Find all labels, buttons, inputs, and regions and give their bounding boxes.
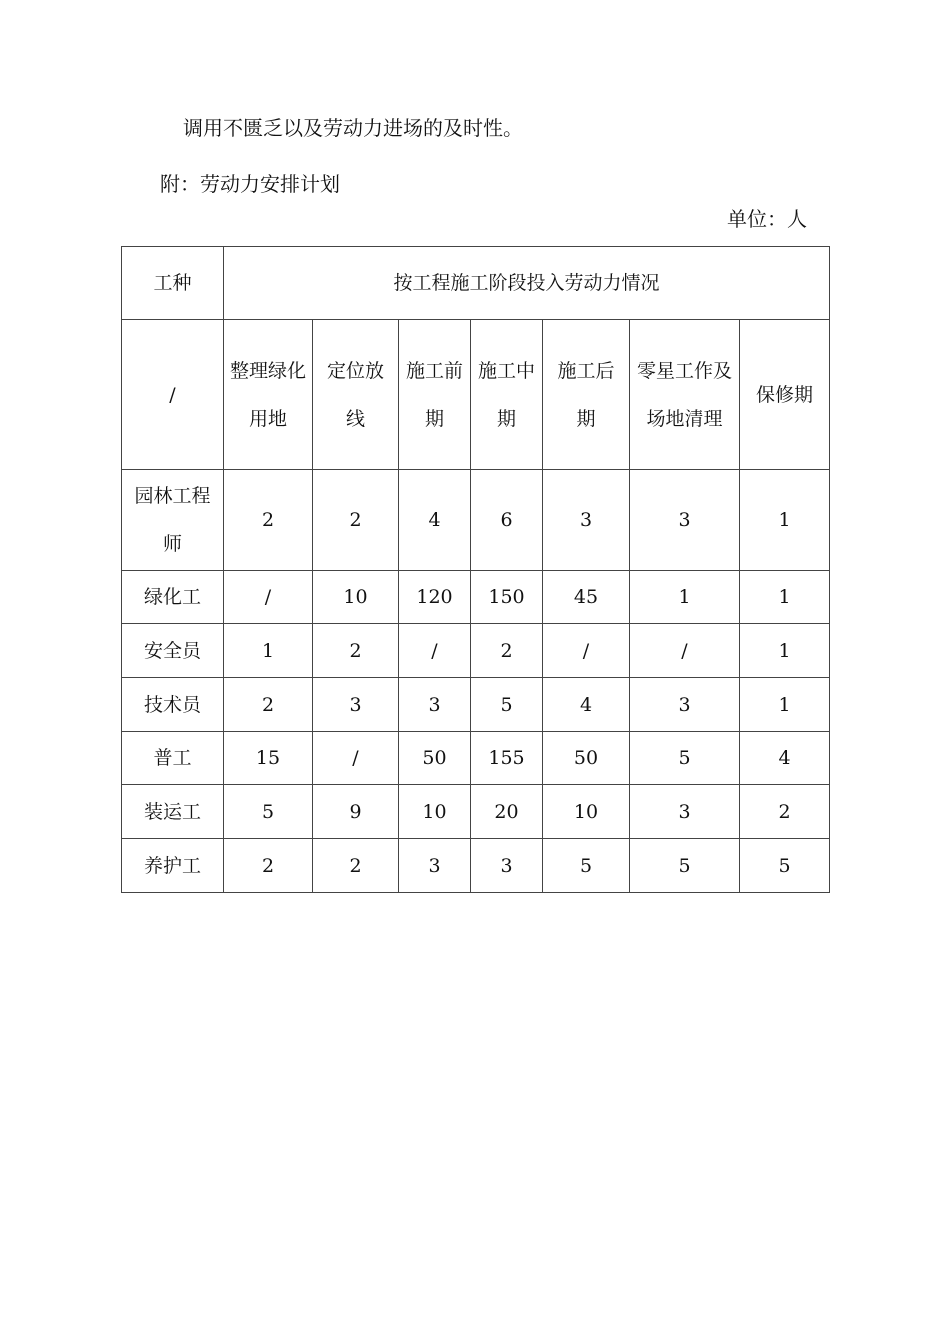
table-cell: 3 [399,839,471,893]
table-cell: 3 [399,678,471,732]
table-cell: 3 [543,470,630,571]
subheader-phase: 零星工作及场地清理 [630,320,740,470]
table-cell: 150 [471,571,543,624]
table-cell: 10 [399,785,471,839]
table-row [122,678,830,732]
table-cell: 3 [313,678,399,732]
table-cell: 20 [471,785,543,839]
table-cell: 50 [543,732,630,785]
trade-name: 园林工程师 [122,470,224,571]
table-cell: 3 [630,470,740,571]
table-cell: 5 [740,839,830,893]
labor-plan-table [121,246,830,893]
table-cell: 2 [224,839,313,893]
trade-name: 装运工 [122,785,224,839]
subheader-slash: / [122,320,224,470]
table-cell: 2 [471,624,543,678]
table-cell: 2 [224,470,313,571]
table-cell: 10 [543,785,630,839]
table-cell: 1 [740,624,830,678]
table-cell: 5 [543,839,630,893]
table-cell: 9 [313,785,399,839]
trade-name: 普工 [122,732,224,785]
table-cell: 155 [471,732,543,785]
table-cell: 10 [313,571,399,624]
table-cell: 5 [471,678,543,732]
table-row [122,624,830,678]
table-cell: 50 [399,732,471,785]
table-cell: 4 [543,678,630,732]
subheader-phase: 定位放线 [313,320,399,470]
table-subheader-row [122,320,830,470]
table-cell: 2 [313,470,399,571]
header-trade: 工种 [122,247,224,320]
subheader-phase: 施工后期 [543,320,630,470]
unit-label: 单位：人 [727,207,807,231]
table-cell: 3 [630,785,740,839]
table-row [122,571,830,624]
table-cell: / [543,624,630,678]
table-header-row [122,247,830,320]
trade-name: 安全员 [122,624,224,678]
table-cell: 15 [224,732,313,785]
table-row [122,470,830,571]
trade-name: 技术员 [122,678,224,732]
table-cell: 5 [630,732,740,785]
trade-name: 养护工 [122,839,224,893]
subheader-phase: 施工中期 [471,320,543,470]
trade-name: 绿化工 [122,571,224,624]
table-cell: 2 [313,624,399,678]
table-row [122,785,830,839]
table-cell: / [630,624,740,678]
table-cell: 1 [224,624,313,678]
appendix-heading: 附：劳动力安排计划 [160,172,340,196]
table-cell: 45 [543,571,630,624]
table-cell: 4 [399,470,471,571]
table-cell: / [399,624,471,678]
table-cell: / [313,732,399,785]
table-cell: 6 [471,470,543,571]
table-cell: 4 [740,732,830,785]
table-cell: 2 [740,785,830,839]
table-cell: 1 [740,571,830,624]
table-cell: 1 [740,678,830,732]
table-cell: 3 [630,678,740,732]
table-cell: 120 [399,571,471,624]
table-cell: 5 [224,785,313,839]
table-cell: 2 [313,839,399,893]
table-cell: 1 [630,571,740,624]
body-paragraph: 调用不匮乏以及劳动力进场的及时性。 [183,116,523,140]
table-row [122,732,830,785]
table-cell: / [224,571,313,624]
table-cell: 2 [224,678,313,732]
header-span-title: 按工程施工阶段投入劳动力情况 [224,247,830,320]
subheader-phase: 保修期 [740,320,830,470]
subheader-phase: 整理绿化用地 [224,320,313,470]
table-cell: 1 [740,470,830,571]
table-cell: 5 [630,839,740,893]
table-row [122,839,830,893]
table-cell: 3 [471,839,543,893]
subheader-phase: 施工前期 [399,320,471,470]
